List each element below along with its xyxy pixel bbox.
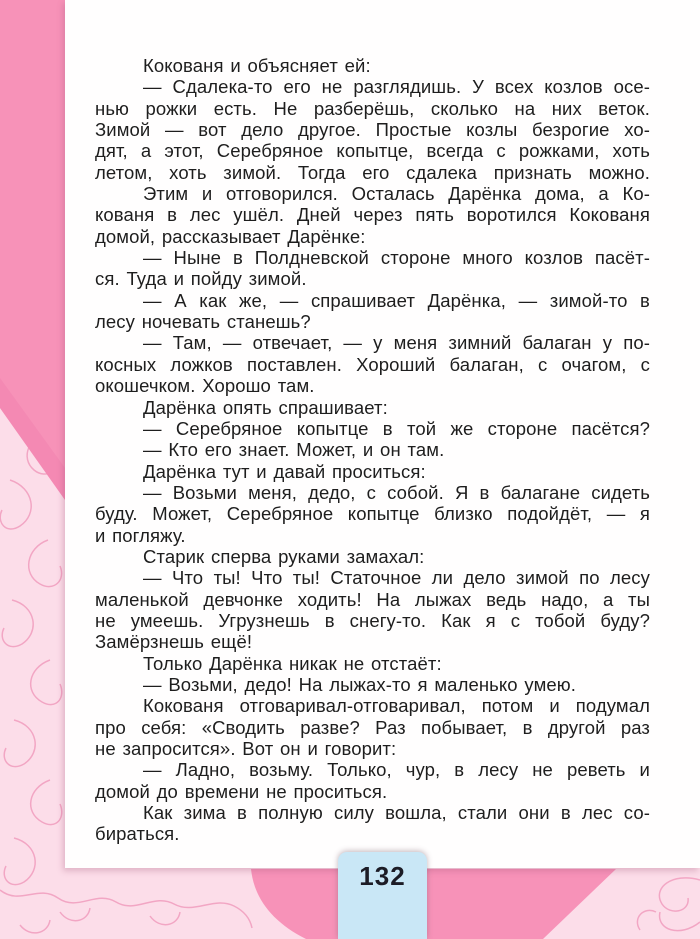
text-line: кованя в лес ушёл. Дней через пять воротился Кокованя [95, 204, 650, 226]
text-line: не запросится». Вот он и говорит: [95, 738, 397, 759]
text-line: лесу ночевать станешь? [95, 311, 311, 333]
text-line: — Что ты! Что ты! Статочное ли дело зимой по лесу [143, 567, 650, 589]
text-line: — Возьми меня, дедо, с собой. Я в балагане сидеть [143, 481, 650, 503]
text-line: дят, а этот, Серебряное копытце, всегда с рожками, хоть [95, 140, 650, 162]
text-line: Замёрзнешь ещё! [95, 631, 253, 653]
text-line: домой, рассказывает Дарёнке: [95, 225, 366, 247]
text-line: ся. Туда и пойду зимой. [95, 268, 307, 290]
text-line: летом, хоть зимой. Тогда его сдалека признать можно. [95, 161, 650, 183]
text-line: бираться. [95, 823, 180, 845]
text-line: Дарёнка опять спрашивает: [143, 396, 388, 418]
text-line: — Возьми, дедо! На лыжах-то я маленько умею. [143, 673, 577, 695]
text-line: — Ладно, возьму. Только, чур, в лесу не реветь и [143, 759, 650, 781]
text-line: — Ныне в Полдневской стороне много козлов пасёт- [143, 247, 650, 269]
text-line: косных ложков поставлен. Хороший балаган, с очагом, с [95, 353, 650, 375]
text-line: домой до времени не проситься. [95, 780, 388, 802]
text-line: буду. Может, Серебряное копытце близко подойдёт, — я [95, 503, 650, 525]
text-line: Старик сперва руками замахал: [143, 545, 425, 567]
text-line: Как зима в полную силу вошла, стали они в лес со- [143, 802, 650, 824]
text-column [95, 55, 650, 845]
text-line: — Сдалека-то его не разглядишь. У всех козлов осе- [143, 76, 650, 98]
page-number-tab [338, 852, 427, 939]
text-line: — Там, — отвечает, — у меня зимний балаган у по- [143, 332, 650, 354]
text-line: окошечком. Хорошо там. [95, 375, 315, 397]
text-line: нью рожки есть. Не разберёшь, сколько на них веток. [95, 97, 650, 119]
text-line: — Серебряное копытце в той же стороне пасётся? [143, 417, 650, 439]
text-line: Дарёнка тут и давай проситься: [143, 460, 426, 482]
text-line: Этим и отговорился. Осталась Дарёнка дома, а Ко- [143, 183, 650, 205]
text-line: маленькой девчонке ходить! На лыжах ведь надо, а ты [95, 588, 650, 610]
text-line: и погляжу. [95, 524, 186, 546]
text-line: не умеешь. Угрузнешь в снегу-то. Как я с тобой буду? [95, 609, 650, 631]
text-line: — А как же, — спрашивает Дарёнка, — зимой-то в [143, 289, 650, 311]
text-line: — Кто его знает. Может, и он там. [143, 439, 445, 461]
text-line: Кокованя и объясняет ей: [143, 55, 371, 76]
text-line: Кокованя отговаривал-отговаривал, потом и подумал [143, 695, 650, 717]
text-line: Зимой — вот дело другое. Простые козлы безрогие хо- [95, 119, 650, 141]
text-line: Только Дарёнка никак не отстаёт: [143, 652, 442, 674]
text-line: про себя: «Сводить разве? Раз побывает, в другой раз [95, 716, 650, 738]
page-number: 132 [359, 861, 406, 891]
